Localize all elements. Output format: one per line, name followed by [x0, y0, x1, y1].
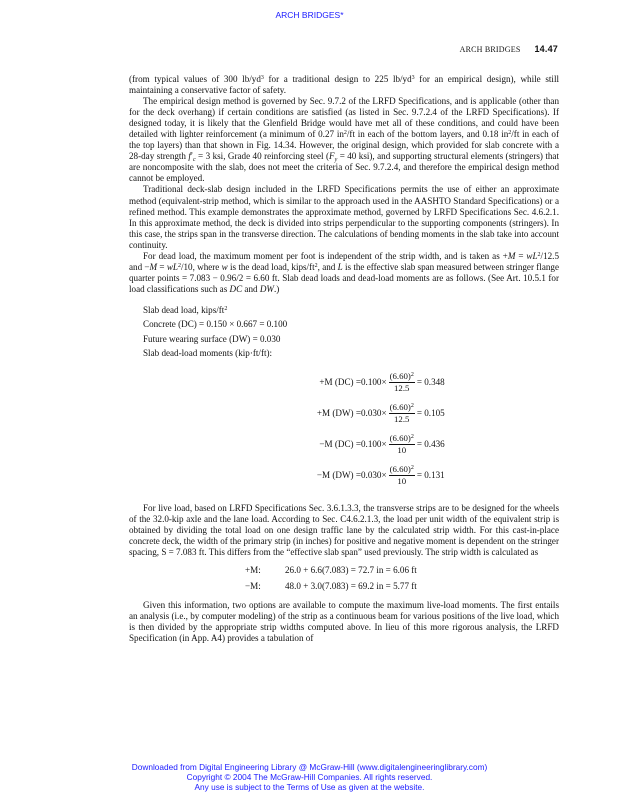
equation-row: −M (DC) = 0.100× $\frac{(6.60)^2}{10}$ = 0.436 [319, 432, 445, 455]
strip-widths [129, 562, 559, 594]
running-head-title: ARCH BRIDGES [459, 45, 521, 54]
body-text [129, 74, 559, 644]
slab-dead-load-heading: Slab dead load, kips/$ft^2$ [143, 304, 228, 315]
paragraph-4: For dead load, the maximum moment per foot is independent of the strip width, and is taken as $+M = wL^2/12.5$ and $-M = wL^2/10$, where w is the dead load, kips/$ft^2$, and L is the effective slab span measured between stringer flange quarter points = 7.083 − 0.96/2 = 6.60 ft. Slab dead loads and dead-load moments are as follows. (See Art. 10.5.1 for load classifications such as DC and DW.) [129, 250, 559, 294]
page-number: 14.47 [534, 44, 558, 54]
equation-row: +M (DC) = 0.100× $\frac{(6.60)^2}{12.5}$ = 0.348 [319, 370, 445, 393]
wearing-surface-load: Future wearing surface (DW) = 0.030 [143, 333, 281, 344]
paragraph-1: (from typical values of 300 $lb/yd^3$ for a traditional design to 225 $lb/yd^3$ for an empirical design), while still maintaining a conservative factor of safety. [129, 74, 559, 96]
paragraph-2: The empirical design method is governed by Sec. 9.7.2 of the LRFD Specifications, and is applicable (other than for the deck overhang) if certain conditions are satisfied (as listed in Sec. 9.7.2.4 of the LRFD Specifications). If designed today, it is likely that the Glenfield Bridge would have met all of these conditions, and could have been detailed with lighter reinforcement (a minimum of 0.27 $in^2/ft$ in each of the bottom layers, and 0.18 $in^2/ft$ in each of the top layers) than that shown in Fig. 14.34. However, the original design, which provided for slab concrete with a 28-day strength $f'_c = 3$ ksi, Grade 40 reinforcing steel ($F_y = 40$ ksi), and supporting structural elements (stringers) that are noncomposite with the slab, does not meet the criteria of Sec. 9.7.2.4, and therefore the empirical design method cannot be employed. [129, 96, 559, 184]
dead-load-list [143, 303, 559, 361]
paragraph-6: Given this information, two options are available to compute the maximum live-load moments. The first entails an analysis (i.e., by computer modeling) of the strip as a continuous beam for various positions of the live load, which is then divided by the appropriate strip widths computed above. In lieu of this more rigorous analysis, the LRFD Specification (in App. A4) provides a tabulation of [129, 600, 559, 644]
strip-width-row: +M: 26.0 + 6.6(7.083) = 72.7 in = 6.06 ft [245, 564, 417, 575]
footer-terms: Any use is subject to the Terms of Use as given at the website. [194, 782, 425, 792]
paragraph-3: Traditional deck-slab design included in the LRFD Specifications permits the use of either an approximate method (equivalent-strip method, which is similar to the approach used in the AASHTO Standard Specifications) or a refined method. This example demonstrates the approximate method, governed by LRFD Specifications Sec. 4.6.2.1. In this approximate method, the deck is divided into strips perpendicular to the supporting components (stringers). In this case, the strips span in the transverse direction. The calculations of bending moments in the slab take into account continuity. [129, 184, 559, 250]
equation-row: −M (DW) = 0.030× $\frac{(6.60)^2}{10}$ = 0.131 [316, 463, 445, 486]
equation-row: +M (DW) = 0.030× $\frac{(6.60)^2}{12.5}$ = 0.105 [316, 401, 445, 424]
paragraph-5: For live load, based on LRFD Specifications Sec. 3.6.1.3.3, the transverse strips are to be designed for the wheels of the 32.0-kip axle and the lane load. According to Sec. C4.6.2.1.3, the load per unit width of the equivalent strip is obtained by dividing the total load on one design traffic lane by the calculated strip width. For this cast-in-place concrete deck, the width of the primary strip (in inches) for positive and negative moment is dependent on the stringer spacing, S = 7.083 ft. This differs from the “effective slab span” used previously. The strip width is calculated as [129, 502, 559, 558]
strip-width-row: −M: 48.0 + 3.0(7.083) = 69.2 in = 5.77 ft [245, 580, 417, 591]
moment-equations [129, 367, 559, 491]
concrete-load: Concrete (DC) = 0.150 × 0.667 = 0.100 [143, 319, 288, 330]
footer-download-link[interactable]: Downloaded from Digital Engineering Library @ McGraw-Hill (www.digitalengineeringlibrary.com) [131, 762, 488, 772]
moments-heading: Slab dead-load moments (kip·ft/ft): [143, 348, 273, 359]
copyright-footer [0, 762, 619, 792]
running-head [130, 44, 558, 54]
source-banner: ARCH BRIDGES* [275, 10, 344, 20]
footer-copyright: Copyright © 2004 The McGraw-Hill Companies. All rights reserved. [186, 772, 433, 782]
